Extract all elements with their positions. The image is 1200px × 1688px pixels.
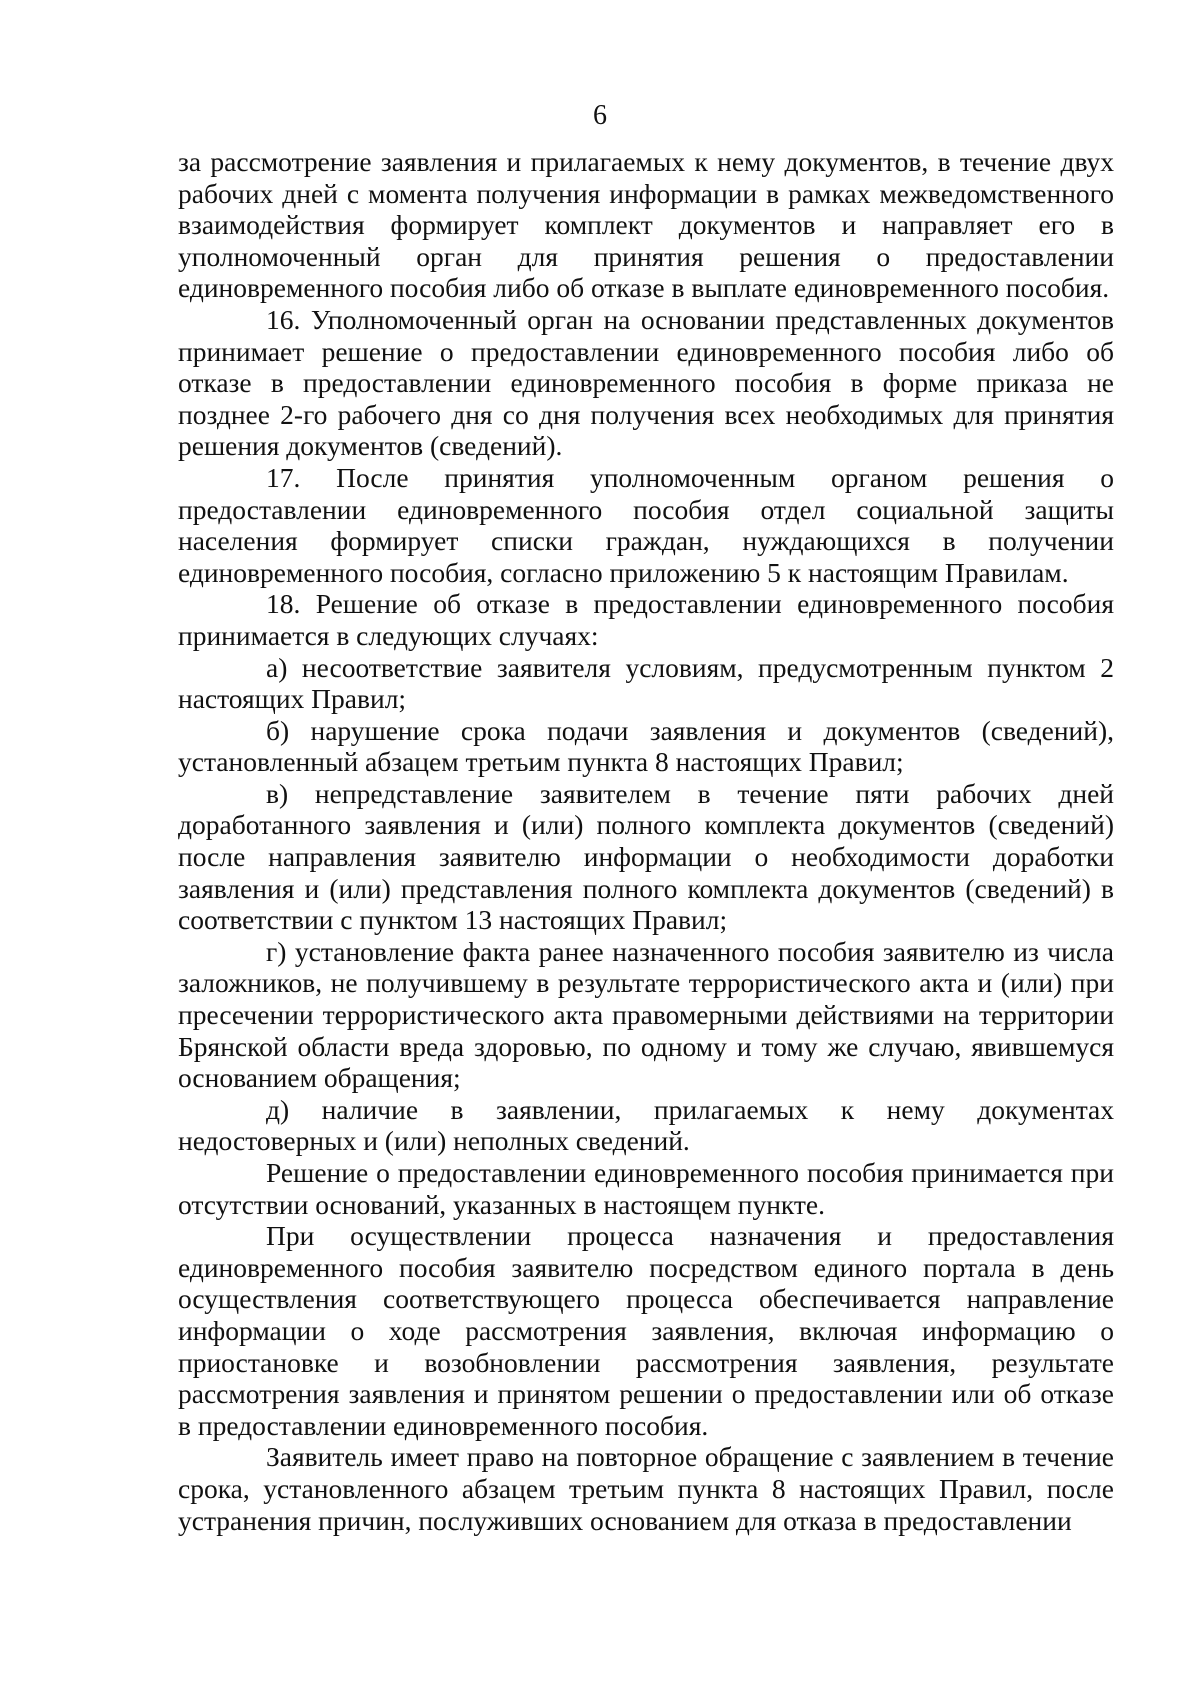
subitem-b: б) нарушение срока подачи заявления и документов (сведений), установленный абзацем третьим пункта 8 настоящих Правил; — [178, 714, 1114, 778]
paragraph-item-18: 18. Решение об отказе в предоставлении единовременного пособия принимается в следующих случаях: — [178, 588, 1114, 651]
subitem-g: г) установление факта ранее назначенного пособия заявителю из числа заложников, не получившему в результате террористического акта и (или) при пресечении террористического акта правомерными действиями на территории Брянской области вреда здоровью, по одному и тому же случаю, явившемуся основанием обращения; — [178, 935, 1114, 1094]
paragraph-continuation: за рассмотрение заявления и прилагаемых к нему документов, в течение двух рабочих дней с момента получения информации в рамках межведомственного взаимодействия формирует комплект документов и направляет его в уполномоченный орган для принятия решения о предоставлении единовременного пособия либо об отказе в выплате единовременного пособия. — [178, 146, 1114, 304]
page-number: 6 — [593, 100, 607, 131]
paragraph-reapplication: Заявитель имеет право на повторное обращение с заявлением в течение срока, установленного абзацем третьим пункта 8 настоящих Правил, после устранения причин, послуживших основанием для отказа в предоставлении — [178, 1441, 1114, 1536]
document-body — [178, 146, 1114, 1536]
subitem-d: д) наличие в заявлении, прилагаемых к нему документах недостоверных и (или) неполных сведений. — [178, 1093, 1114, 1157]
paragraph-portal: При осуществлении процесса назначения и предоставления единовременного пособия заявителю посредством единого портала в день осуществления соответствующего процесса обеспечивается направление информации о ходе рассмотрения заявления, включая информацию о приостановке и возобновлении рассмотрения заявления, результате рассмотрения заявления и принятом решении о предоставлении или об отказе в предоставлении единовременного пособия. — [178, 1220, 1114, 1441]
subitem-a: а) несоответствие заявителя условиям, предусмотренным пунктом 2 настоящих Правил; — [178, 651, 1114, 715]
subitem-v: в) непредставление заявителем в течение пяти рабочих дней доработанного заявления и (или) полного комплекта документов (сведений) после направления заявителю информации о необходимости доработки заявления и (или) представления полного комплекта документов (сведений) в соответствии с пунктом 13 настоящих Правил; — [178, 777, 1114, 936]
paragraph-item-16: 16. Уполномоченный орган на основании представленных документов принимает решение о предоставлении единовременного пособия либо об отказе в предоставлении единовременного пособия в форме приказа не позднее 2-го рабочего дня со дня получения всех необходимых для принятия решения документов (сведений). — [178, 303, 1114, 462]
paragraph-item-17: 17. После принятия уполномоченным органом решения о предоставлении единовременного пособия отдел социальной защиты населения формирует списки граждан, нуждающихся в получении единовременного пособия, согласно приложению 5 к настоящим Правилам. — [178, 461, 1114, 588]
paragraph-decision: Решение о предоставлении единовременного пособия принимается при отсутствии оснований, указанных в настоящем пункте. — [178, 1157, 1114, 1220]
